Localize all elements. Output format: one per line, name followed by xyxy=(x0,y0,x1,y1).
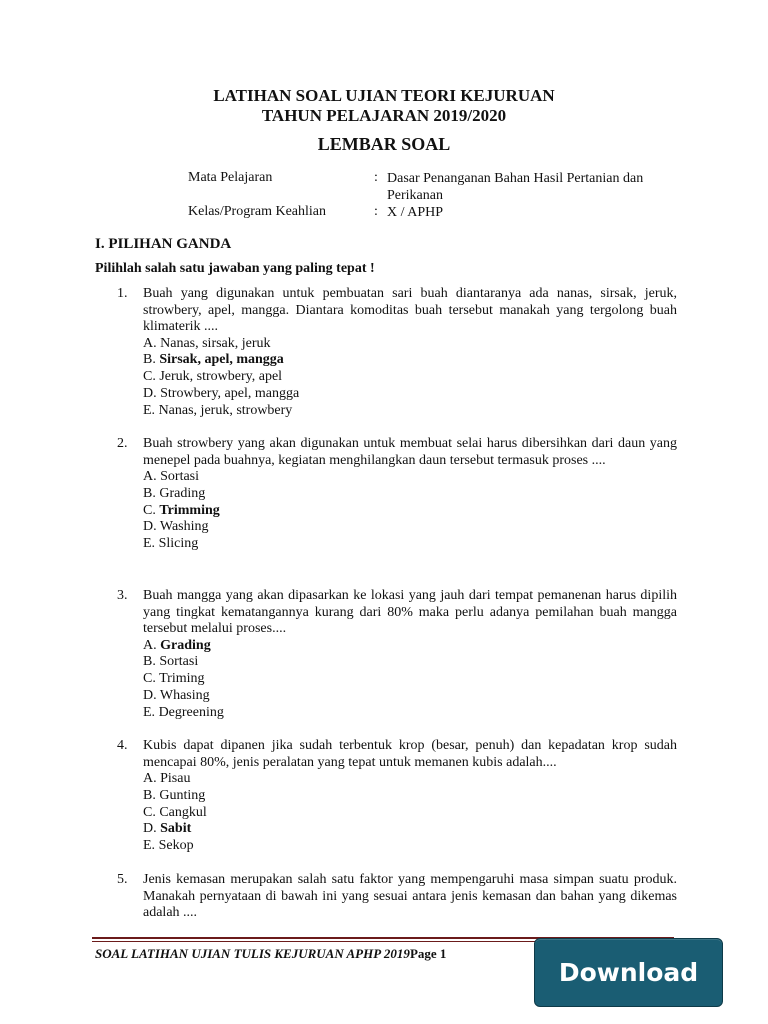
question-text: Kubis dapat dipanen jika sudah terbentuk krop (besar, penuh) dan kepadatan krop sudah mencapai 80%, jenis peralatan yang tepat untuk memanen kubis adalah.... xyxy=(143,738,677,770)
option-text: Strowbery, apel, mangga xyxy=(160,385,300,401)
option-text-answer: Sabit xyxy=(160,821,192,837)
option-d xyxy=(143,519,677,536)
option-letter: A. xyxy=(143,637,157,653)
footer-page-number: Page 1 xyxy=(409,946,447,961)
question-text: Buah mangga yang akan dipasarkan ke lokasi yang jauh dari tempat pemanenan harus dipilih yang tingkat kematangannya kurang dari 80% maka perlu adanya pemilahan buah mangga tersebut melalui proses.... xyxy=(143,588,677,636)
document-title-line-1: LATIHAN SOAL UJIAN TEORI KEJURUAN xyxy=(213,86,555,105)
option-letter: E. xyxy=(143,704,156,720)
question-number: 2. xyxy=(117,436,128,451)
question-2 xyxy=(117,436,677,553)
option-text: Gunting xyxy=(159,787,206,803)
option-text: Sortasi xyxy=(160,469,200,484)
question-5 xyxy=(117,872,677,922)
option-d xyxy=(143,821,677,838)
option-letter: D. xyxy=(143,821,157,837)
option-letter: D. xyxy=(143,519,157,535)
option-letter: E. xyxy=(143,536,156,552)
option-text: Pisau xyxy=(160,771,191,786)
meta-class-label: Kelas/Program Keahlian xyxy=(188,204,327,219)
question-4 xyxy=(117,738,677,855)
option-text: Jeruk, strowbery, apel xyxy=(159,369,283,385)
option-letter: C. xyxy=(143,804,156,820)
option-text-answer: Sirsak, apel, mangga xyxy=(159,352,284,368)
meta-subject-value: Dasar Penanganan Bahan Hasil Pertanian dan Perikanan xyxy=(387,171,644,203)
option-e xyxy=(143,705,677,722)
section-heading: I. PILIHAN GANDA xyxy=(95,236,232,252)
option-text: Nanas, sirsak, jeruk xyxy=(160,335,271,351)
option-text: Nanas, jeruk, strowbery xyxy=(158,402,293,418)
option-letter: B. xyxy=(143,654,156,670)
meta-class-value: X / APHP xyxy=(387,205,444,220)
question-text: Buah strowbery yang akan digunakan untuk membuat selai harus dibersihkan dari daun yang menepel pada buahnya, kegiatan menghilangkan daun tersebut termasuk proses .... xyxy=(143,436,677,468)
option-letter: A. xyxy=(143,469,157,484)
option-text: Sortasi xyxy=(159,654,199,670)
option-a xyxy=(143,469,677,486)
answer-options xyxy=(143,469,677,553)
question-number: 4. xyxy=(117,738,128,753)
option-letter: E. xyxy=(143,838,156,854)
option-text: Washing xyxy=(159,519,209,535)
download-button[interactable]: Download xyxy=(534,938,723,1007)
option-a xyxy=(143,336,677,353)
meta-class-colon: : xyxy=(374,204,378,219)
meta-subject-colon: : xyxy=(374,170,378,185)
option-letter: B. xyxy=(143,485,156,501)
option-text: Triming xyxy=(159,671,205,687)
option-text: Grading xyxy=(159,485,206,501)
option-text-answer: Trimming xyxy=(159,502,220,518)
option-letter: C. xyxy=(143,502,156,518)
question-3 xyxy=(117,588,677,721)
option-letter: C. xyxy=(143,671,156,687)
question-text: Buah yang digunakan untuk pembuatan sari buah diantaranya ada nanas, sirsak, jeruk, strowbery, apel, mangga. Diantara komoditas buah tersebut manakah yang tergolong buah klimaterik .... xyxy=(143,286,677,334)
option-text: Sekop xyxy=(158,838,194,854)
option-text: Degreening xyxy=(158,704,224,720)
question-1 xyxy=(117,286,677,419)
question-number: 5. xyxy=(117,872,128,887)
option-d xyxy=(143,386,677,403)
option-e xyxy=(143,536,677,553)
answer-options xyxy=(143,336,677,420)
question-number: 1. xyxy=(117,286,128,301)
option-text-answer: Grading xyxy=(160,637,211,653)
page-footer xyxy=(95,946,446,962)
instruction-text: Pilihlah salah satu jawaban yang paling tepat ! xyxy=(95,261,375,276)
option-text: Slicing xyxy=(158,536,199,552)
option-letter: A. xyxy=(143,335,157,351)
answer-options xyxy=(143,638,677,722)
option-letter: C. xyxy=(143,369,156,385)
answer-options xyxy=(143,771,677,855)
option-a xyxy=(143,771,677,788)
option-c xyxy=(143,503,677,520)
option-letter: A. xyxy=(143,771,157,786)
option-b xyxy=(143,654,677,671)
option-c xyxy=(143,805,677,822)
meta-subject-label: Mata Pelajaran xyxy=(188,170,273,185)
option-c xyxy=(143,369,677,386)
option-b xyxy=(143,788,677,805)
document-title-line-3: LEMBAR SOAL xyxy=(317,134,451,154)
option-letter: E. xyxy=(143,402,156,418)
option-b xyxy=(143,486,677,503)
option-b xyxy=(143,352,677,369)
option-c xyxy=(143,671,677,688)
option-e xyxy=(143,838,677,855)
option-letter: D. xyxy=(143,385,157,401)
option-letter: B. xyxy=(143,352,156,368)
option-letter: D. xyxy=(143,687,157,703)
option-text: Whasing xyxy=(159,687,210,703)
question-text: Jenis kemasan merupakan salah satu faktor yang mempengaruhi masa simpan suatu produk. Manakah pernyataan di bawah ini yang sesuai antara jenis kemasan dan bahan yang dikemas adalah .... xyxy=(143,872,677,920)
option-d xyxy=(143,688,677,705)
option-text: Cangkul xyxy=(159,804,207,820)
option-a xyxy=(143,638,677,655)
question-number: 3. xyxy=(117,588,128,603)
footer-title: SOAL LATIHAN UJIAN TULIS KEJURUAN APHP 2019 xyxy=(95,946,410,961)
document-title-line-2: TAHUN PELAJARAN 2019/2020 xyxy=(261,106,507,125)
option-e xyxy=(143,403,677,420)
option-letter: B. xyxy=(143,787,156,803)
